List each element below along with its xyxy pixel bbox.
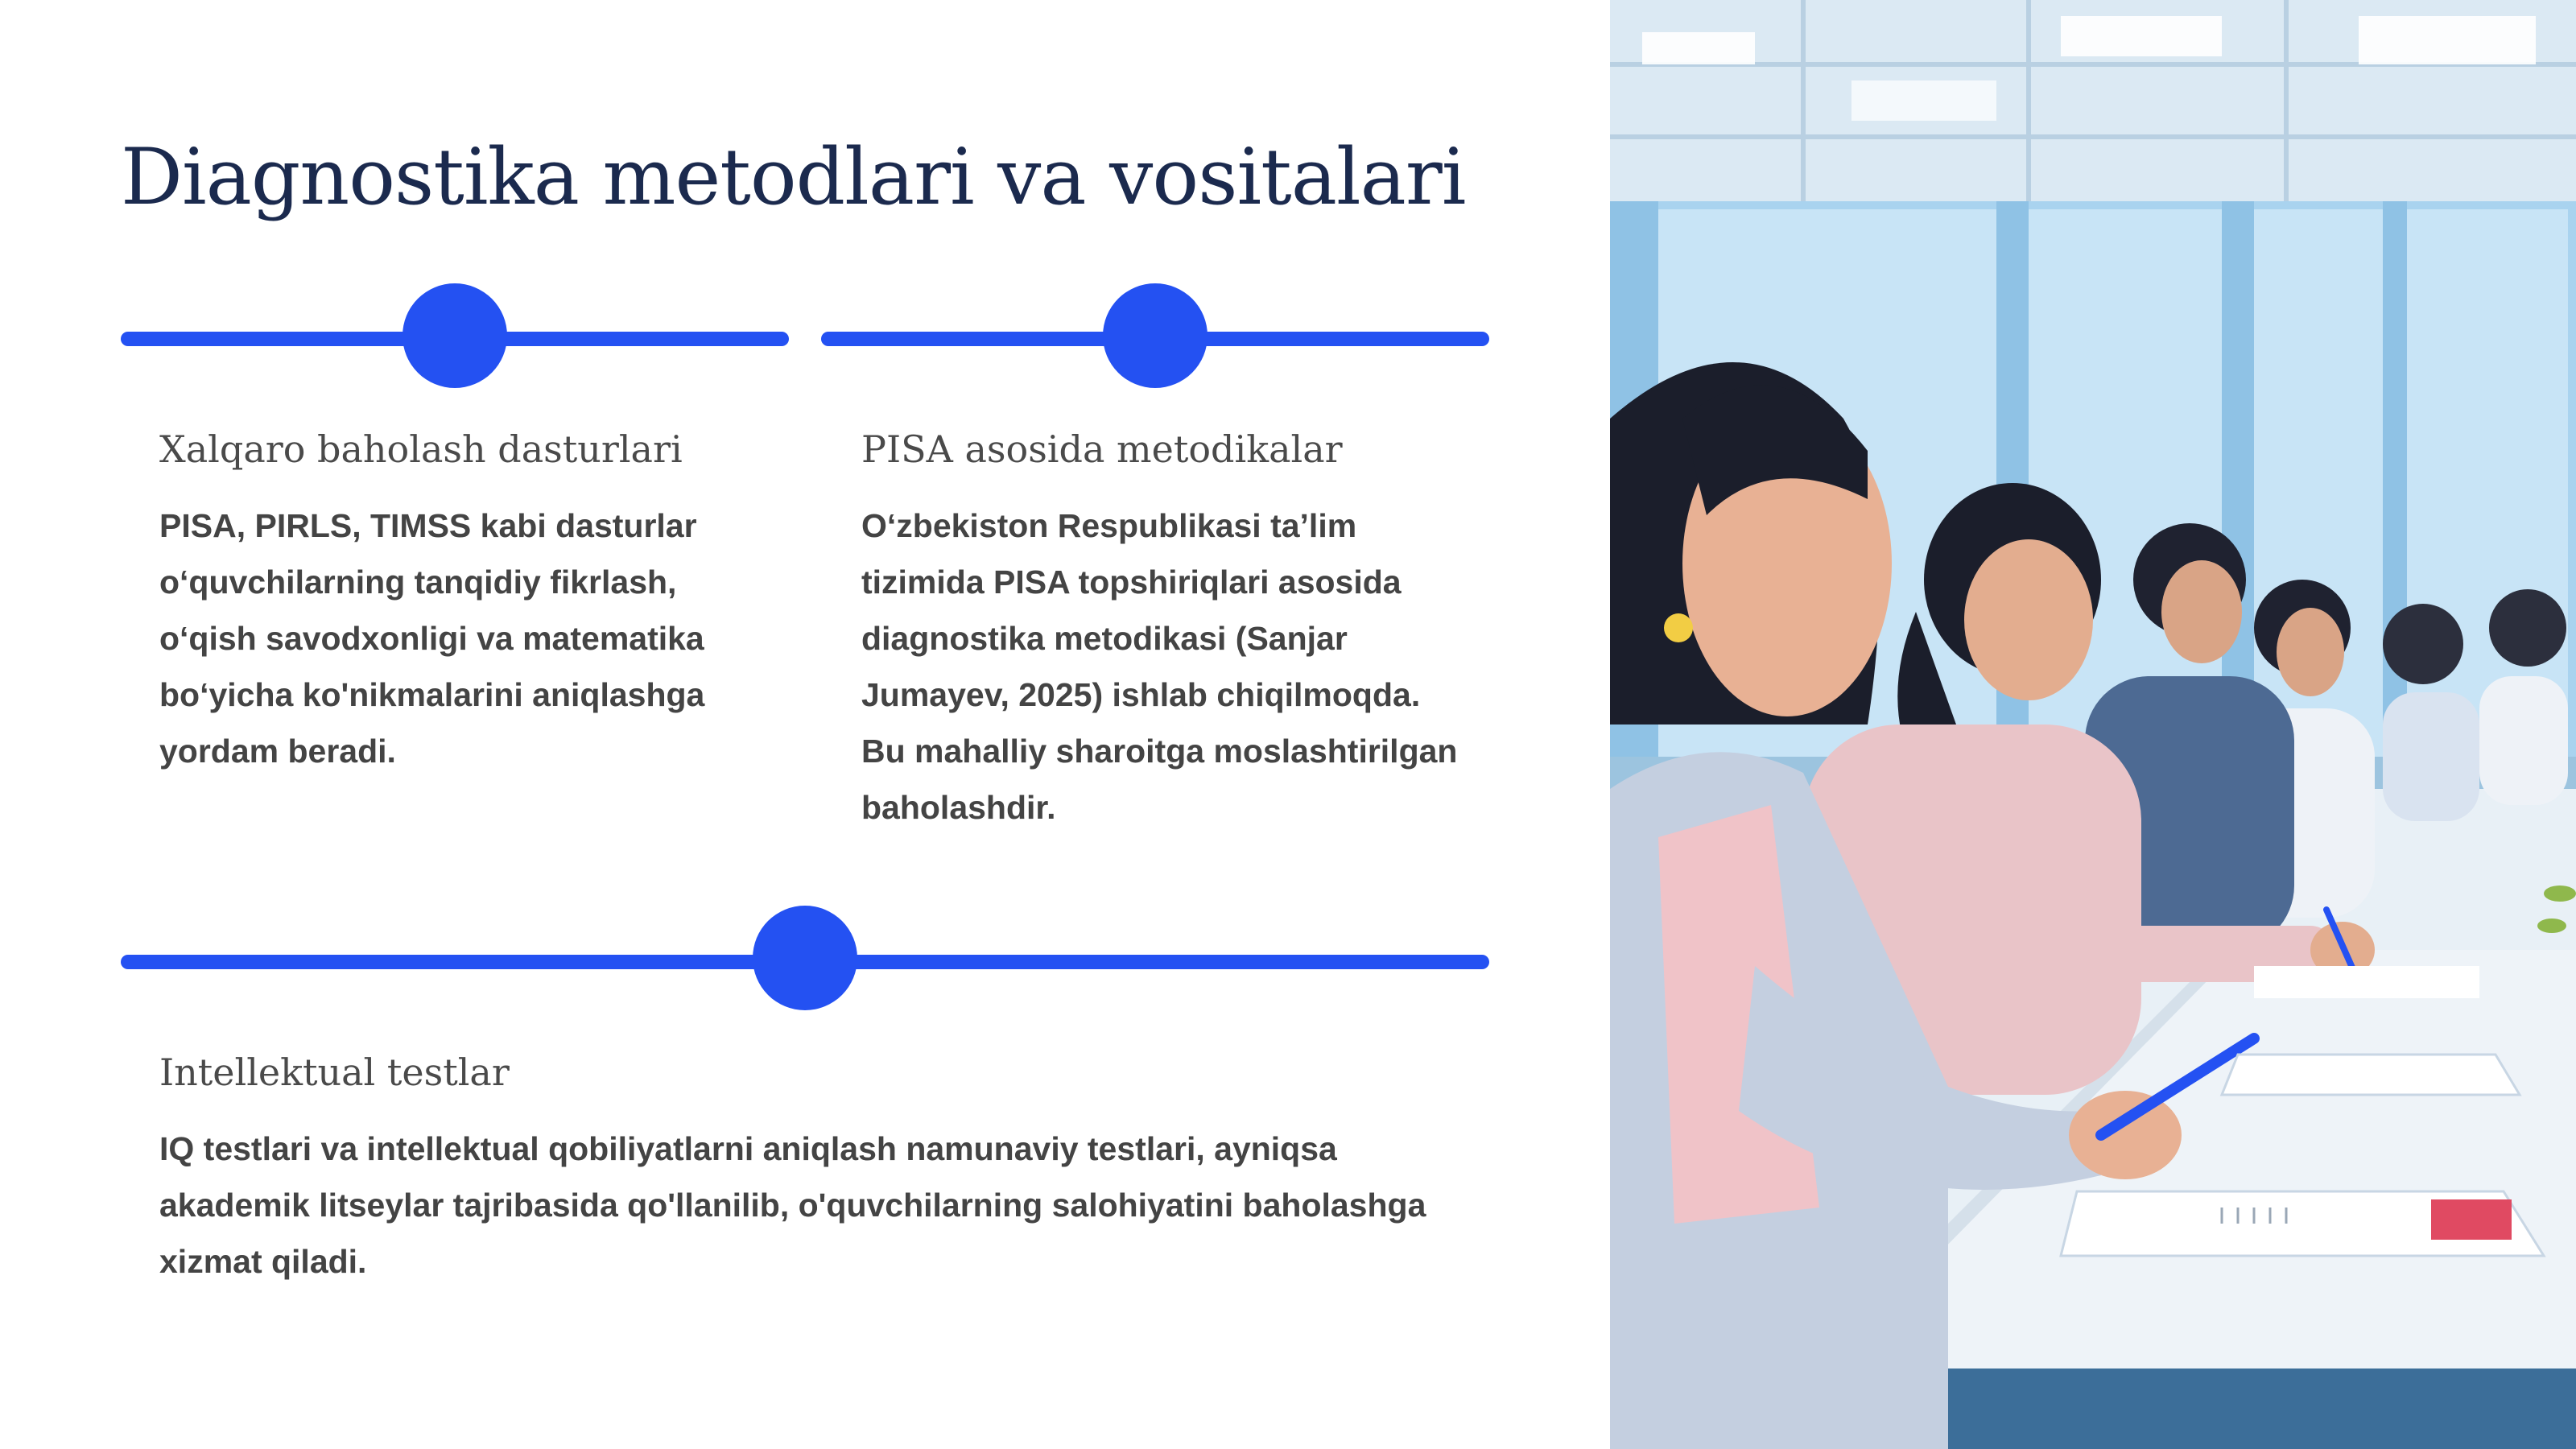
card-body-international-programs — [159, 497, 803, 779]
body-line: PISA, PIRLS, TIMSS kabi dasturlar — [159, 507, 697, 544]
body-line: Jumayev, 2025) ishlab chiqilmoqda. — [861, 676, 1421, 713]
body-line: oʻqish savodxonligi va matematika — [159, 620, 704, 657]
card-body-intellectual-tests — [159, 1121, 1576, 1290]
students-exam-illustration — [1610, 0, 2576, 1449]
body-line: Oʻzbekiston Respublikasi taʼlim — [861, 507, 1357, 544]
body-line: Bu mahalliy sharoitga moslashtirilgan — [861, 733, 1458, 770]
body-line: yordam beradi. — [159, 733, 396, 770]
card-heading-pisa-methods: PISA asosida metodikalar — [861, 427, 1343, 471]
body-line: boʻyicha ko'nikmalarini aniqlashga — [159, 676, 705, 713]
card-heading-international-programs: Xalqaro baholash dasturlari — [159, 427, 683, 471]
classroom-scene — [1610, 0, 2576, 1449]
timeline-marker-3 — [753, 906, 857, 1010]
body-line: akademik litseylar tajribasida qo'llanilib, o'quvchilarning salohiyatini baholashga — [159, 1187, 1426, 1224]
body-line: diagnostika metodikasi (Sanjar — [861, 620, 1348, 657]
card-body-pisa-methods — [861, 497, 1570, 836]
timeline-marker-2 — [1103, 283, 1208, 388]
timeline-marker-1 — [402, 283, 507, 388]
body-line: baholashdir. — [861, 789, 1056, 826]
body-line: oʻquvchilarning tanqidiy fikrlash, — [159, 564, 677, 601]
body-line: tizimida PISA topshiriqlari asosida — [861, 564, 1402, 601]
card-heading-intellectual-tests: Intellektual testlar — [159, 1051, 510, 1094]
body-line: xizmat qiladi. — [159, 1243, 367, 1280]
body-line: IQ testlari va intellektual qobiliyatlarni aniqlash namunaviy testlari, ayniqsa — [159, 1130, 1337, 1167]
slide-title: Diagnostika metodlari va vositalari — [121, 132, 1466, 222]
